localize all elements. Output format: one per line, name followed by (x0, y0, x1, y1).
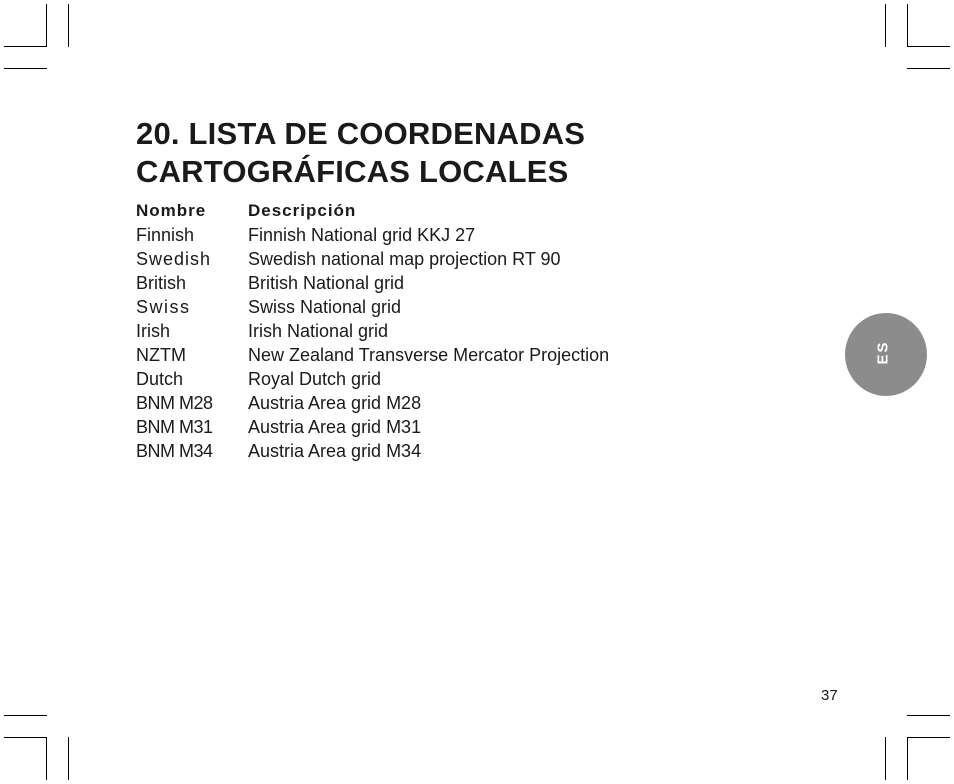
grid-name: BNM M28 (136, 393, 213, 413)
grid-name: BNM M31 (136, 417, 213, 437)
crop-mark (46, 737, 47, 780)
crop-mark (885, 4, 886, 47)
language-tab (845, 313, 927, 396)
crop-mark (4, 68, 47, 69)
crop-mark (907, 4, 908, 47)
column-header-description: Descripción (248, 201, 357, 220)
crop-mark (885, 737, 886, 780)
grid-description: New Zealand Transverse Mercator Projection (248, 345, 610, 365)
column-header-name: Nombre (136, 201, 207, 220)
grid-description: Austria Area grid M31 (248, 417, 422, 437)
grid-description: British National grid (248, 273, 405, 293)
crop-mark (68, 4, 69, 47)
grid-description: Austria Area grid M34 (248, 441, 422, 461)
grid-name: NZTM (136, 345, 186, 365)
grid-description: Austria Area grid M28 (248, 393, 422, 413)
page-title-line-2: CARTOGRÁFICAS LOCALES (136, 154, 569, 189)
page-title (136, 115, 585, 191)
grid-description: Swedish national map projection RT 90 (248, 249, 561, 269)
page-title-line-1: 20. LISTA DE COORDENADAS (136, 116, 586, 151)
grid-description: Finnish National grid KKJ 27 (248, 225, 476, 245)
grid-name: Finnish (136, 225, 195, 245)
grid-name: Dutch (136, 369, 184, 389)
grid-description: Royal Dutch grid (248, 369, 382, 389)
grid-description: Swiss National grid (248, 297, 402, 317)
page-number: 37 (821, 687, 838, 704)
grid-name: Irish (136, 321, 171, 341)
grid-name: BNM M34 (136, 441, 213, 461)
crop-mark (907, 737, 908, 780)
crop-mark (4, 46, 47, 47)
grid-name: Swedish (136, 249, 212, 269)
crop-mark (907, 46, 950, 47)
language-tab-label: ES (874, 340, 892, 365)
crop-mark (4, 715, 47, 716)
crop-mark (46, 4, 47, 47)
grid-description: Irish National grid (248, 321, 389, 341)
crop-mark (68, 737, 69, 780)
crop-mark (907, 737, 950, 738)
crop-mark (907, 68, 950, 69)
grid-name: British (136, 273, 187, 293)
crop-mark (4, 737, 47, 738)
crop-mark (907, 715, 950, 716)
grid-name: Swiss (136, 297, 191, 317)
